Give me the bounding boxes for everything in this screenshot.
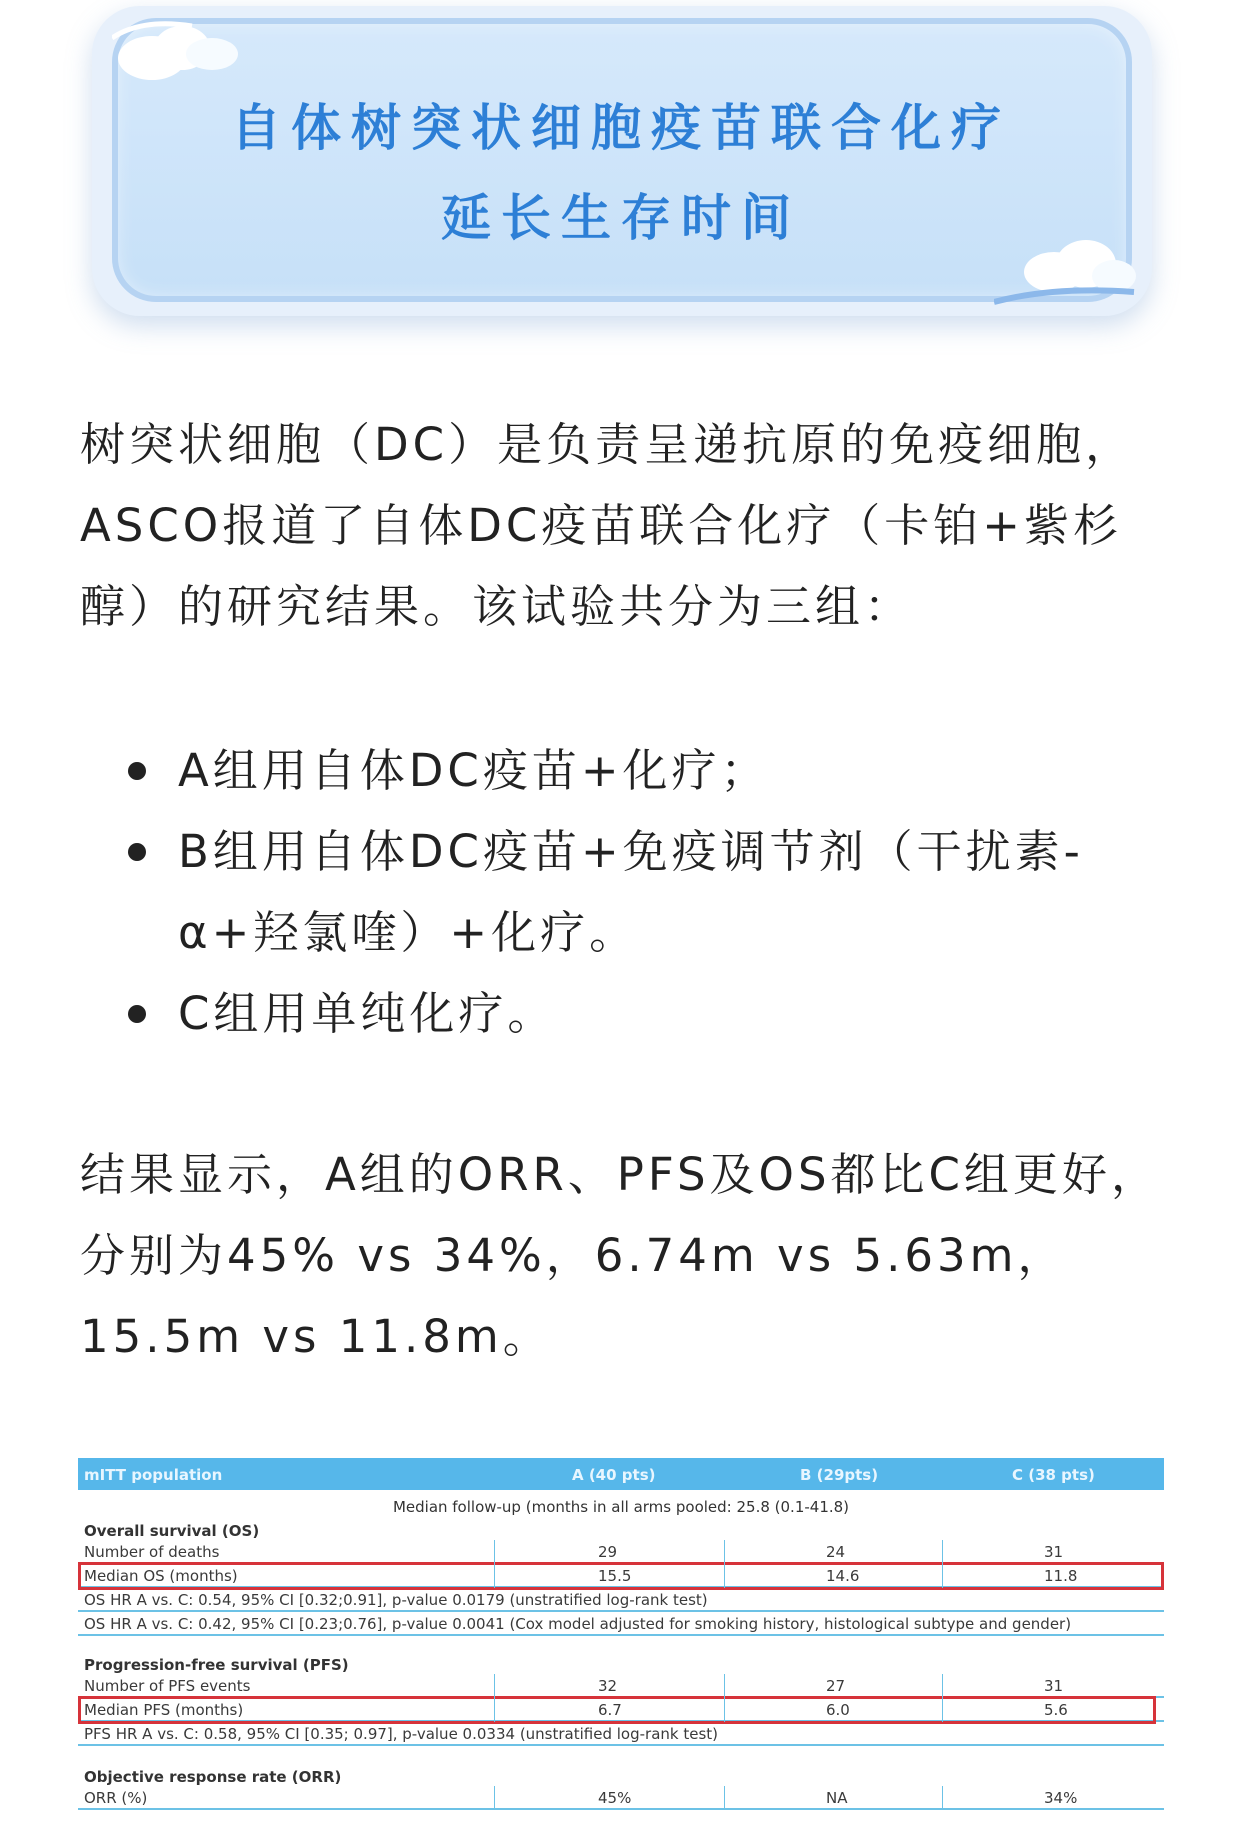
header-population: mITT population: [84, 1466, 223, 1484]
table-row: [78, 1674, 1164, 1698]
cell-c: 31: [1044, 1677, 1064, 1695]
list-item-text: B组用自体DC疫苗+免疫调节剂（干扰素-α+羟氯喹）+化疗。: [178, 825, 1084, 959]
cell-b: 6.0: [826, 1701, 850, 1719]
header-arm-c: C (38 pts): [1012, 1466, 1095, 1484]
cloud-top-left-icon: [112, 18, 262, 88]
column-divider: [942, 1786, 943, 1810]
column-divider: [494, 1786, 495, 1810]
results-paragraph: 结果显示，A组的ORR、PFS及OS都比C组更好，分别为45% vs 34%，6.74m vs 5.63m， 15.5m vs 11.8m。: [80, 1148, 1160, 1363]
column-divider: [724, 1786, 725, 1810]
orr-section-title: Objective response rate (ORR): [84, 1768, 342, 1786]
os-note-2: OS HR A vs. C: 0.42, 95% CI [0.23;0.76], p-value 0.0041 (Cox model adjusted for smoking history, histological subtype and gender): [84, 1615, 1072, 1633]
column-divider: [724, 1674, 725, 1722]
list-item-text: C组用单纯化疗。: [178, 987, 557, 1040]
cell-c: 31: [1044, 1543, 1064, 1561]
row-label: Median OS (months): [84, 1567, 238, 1585]
row-label: ORR (%): [84, 1789, 148, 1807]
cell-b: 27: [826, 1677, 846, 1695]
cell-a: 32: [598, 1677, 618, 1695]
cell-b: 14.6: [826, 1567, 860, 1585]
column-divider: [942, 1674, 943, 1722]
row-label: Median PFS (months): [84, 1701, 244, 1719]
cell-c: 5.6: [1044, 1701, 1068, 1719]
pfs-note: PFS HR A vs. C: 0.58, 95% CI [0.35; 0.97], p-value 0.0334 (unstratified log-rank test): [84, 1725, 719, 1743]
pfs-section-title: Progression-free survival (PFS): [84, 1656, 349, 1674]
column-divider: [942, 1540, 943, 1588]
column-divider: [494, 1674, 495, 1722]
banner-title-line-2: 延长生存时间: [441, 189, 801, 247]
header-arm-b: B (29pts): [800, 1466, 879, 1484]
followup-note: Median follow-up (months in all arms pooled: 25.8 (0.1-41.8): [392, 1498, 850, 1516]
cell-c: 34%: [1044, 1789, 1078, 1807]
header-arm-a: A (40 pts): [572, 1466, 656, 1484]
table-row: [78, 1786, 1164, 1810]
table-row: [78, 1540, 1164, 1564]
row-label: Number of deaths: [84, 1543, 220, 1561]
table-row: [78, 1722, 1164, 1746]
list-item: [80, 730, 1170, 811]
os-note-1: OS HR A vs. C: 0.54, 95% CI [0.32;0.91], p-value 0.0179 (unstratified log-rank test): [84, 1591, 708, 1609]
title-banner: [112, 18, 1132, 302]
list-item-text: A组用自体DC疫苗+化疗；: [178, 744, 770, 797]
column-divider: [494, 1540, 495, 1588]
banner-title-line-1: 自体树突状细胞疫苗联合化疗: [231, 99, 1011, 157]
table-row: [78, 1612, 1164, 1636]
bullet-dot-icon: [128, 762, 146, 780]
bullet-dot-icon: [128, 843, 146, 861]
cell-a: 15.5: [598, 1567, 632, 1585]
list-item: [80, 973, 1170, 1054]
highlight-median-os: [78, 1562, 1164, 1590]
group-list: [80, 730, 1170, 1054]
os-section-title: Overall survival (OS): [84, 1522, 260, 1540]
intro-paragraph: 树突状细胞（DC）是负责呈递抗原的免疫细胞，ASCO报道了自体DC疫苗联合化疗（卡铂+紫杉醇）的研究结果。该试验共分为三组：: [80, 418, 1135, 633]
list-item: [80, 811, 1170, 973]
cell-c: 11.8: [1044, 1567, 1078, 1585]
cell-a: 29: [598, 1543, 618, 1561]
bullet-dot-icon: [128, 1005, 146, 1023]
column-divider: [724, 1540, 725, 1588]
table-row: [78, 1588, 1164, 1612]
table-header: [78, 1458, 1164, 1490]
cell-a: 6.7: [598, 1701, 622, 1719]
cell-b: NA: [826, 1789, 848, 1807]
highlight-median-pfs: [78, 1696, 1156, 1724]
cell-a: 45%: [598, 1789, 632, 1807]
cell-b: 24: [826, 1543, 846, 1561]
results-table: [78, 1458, 1164, 1824]
row-label: Number of PFS events: [84, 1677, 251, 1695]
